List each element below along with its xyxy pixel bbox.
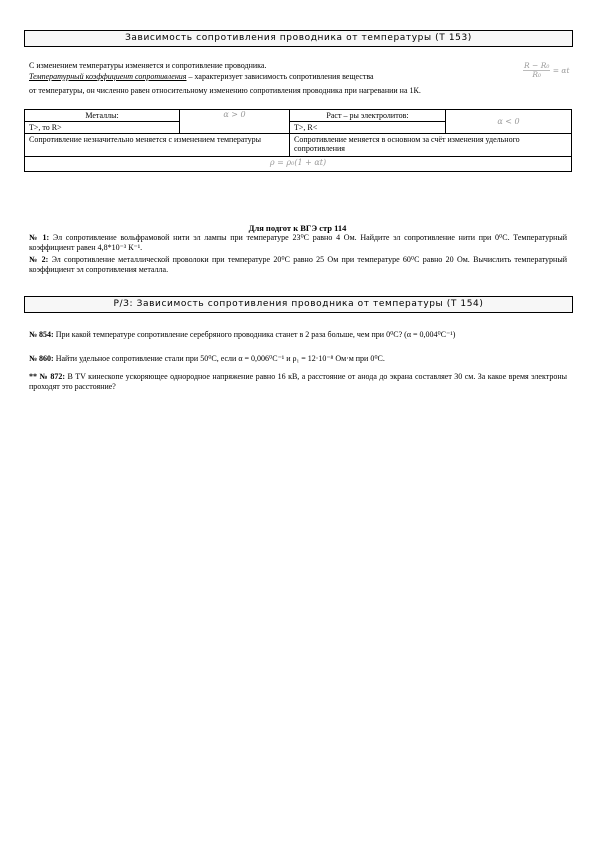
alpha-negative: α < 0	[446, 110, 572, 134]
resistivity-formula: ρ = ρ₀(1 + αt)	[25, 157, 572, 172]
task-872-text: В TV кинескопе ускоряющее однородное напряжение равно 16 кВ, а расстояние от анода до экрана составляет 30 см. За какое время электроны проходят это расстояние?	[29, 372, 567, 391]
task-860	[29, 354, 567, 364]
prep-header	[24, 223, 571, 233]
theory-line-2-rest: – характеризует зависимость сопротивления вещества	[186, 72, 374, 81]
task-854-text: При какой температуре сопротивление серебряного проводника станет в 2 раза больше, чем при 0⁰С? (α = 0,004⁰С⁻¹)	[53, 330, 456, 339]
prep-task-2-number: № 2:	[29, 255, 49, 264]
task-872	[29, 372, 567, 392]
prep-header-text: Для подгот к ВГЭ стр 114	[248, 223, 347, 233]
metals-description: Сопротивление незначительно меняется с изменением температуры	[25, 134, 290, 157]
coefficient-formula	[523, 62, 570, 79]
prep-task-1-text: Эл сопротивление вольфрамовой нити эл лампы при температуре 23⁰С равно 4 Ом. Найдите эл сопротивление нити при 0⁰С. Температурный коэффициент равен 4,8*10⁻³ К⁻¹.	[29, 233, 568, 252]
metals-dependence: Т>, то R>	[25, 122, 180, 134]
metals-header: Металлы:	[25, 110, 180, 122]
prep-task-1	[29, 233, 567, 253]
comparison-table	[24, 109, 572, 172]
task-860-number: № 860:	[29, 354, 54, 363]
electrolytes-header: Раст – ры электролитов:	[290, 110, 446, 122]
section-title-theory: Зависимость сопротивления проводника от температуры (Т 153)	[24, 30, 573, 47]
theory-line-3: от температуры, он численно равен относительному изменению сопротивления проводника при нагревании на 1К.	[29, 86, 421, 95]
alpha-positive: α > 0	[180, 110, 290, 134]
prep-task-2-text: Эл сопротивление металлической проволоки при температуре 20⁰С равно 25 Ом при температуре 60⁰С равно 20 Ом. Вычислить температурный коэффициент эл сопротивления металла.	[29, 255, 567, 274]
term-temperature-coefficient: Температурный коэффициент сопротивления	[29, 72, 187, 81]
task-860-text: Найти удельное сопротивление стали при 50⁰С, если α = 0,006⁰С⁻¹ и ρ₁ = 12⋅10⁻⁸ Ом⋅м при 0⁰С.	[53, 354, 385, 363]
formula-denominator: R₀	[532, 70, 541, 79]
formula-rhs: = αt	[552, 66, 570, 75]
task-872-number: ** № 872:	[29, 372, 66, 381]
prep-task-2	[29, 255, 567, 275]
prep-task-1-number: № 1:	[29, 233, 50, 242]
formula-numerator: R − R₀	[524, 61, 550, 70]
electrolytes-description: Сопротивление меняется в основном за счёт изменения удельного сопротивления	[290, 134, 572, 157]
theory-line-1: С изменением температуры изменяется и сопротивление проводника.	[29, 61, 267, 70]
task-854-number: № 854:	[29, 330, 54, 339]
task-854	[29, 330, 567, 340]
section-title-tasks: Р/З: Зависимость сопротивления проводника от температуры (Т 154)	[24, 296, 573, 313]
electrolytes-dependence: Т>, R<	[290, 122, 446, 134]
theory-line-2	[29, 72, 499, 82]
